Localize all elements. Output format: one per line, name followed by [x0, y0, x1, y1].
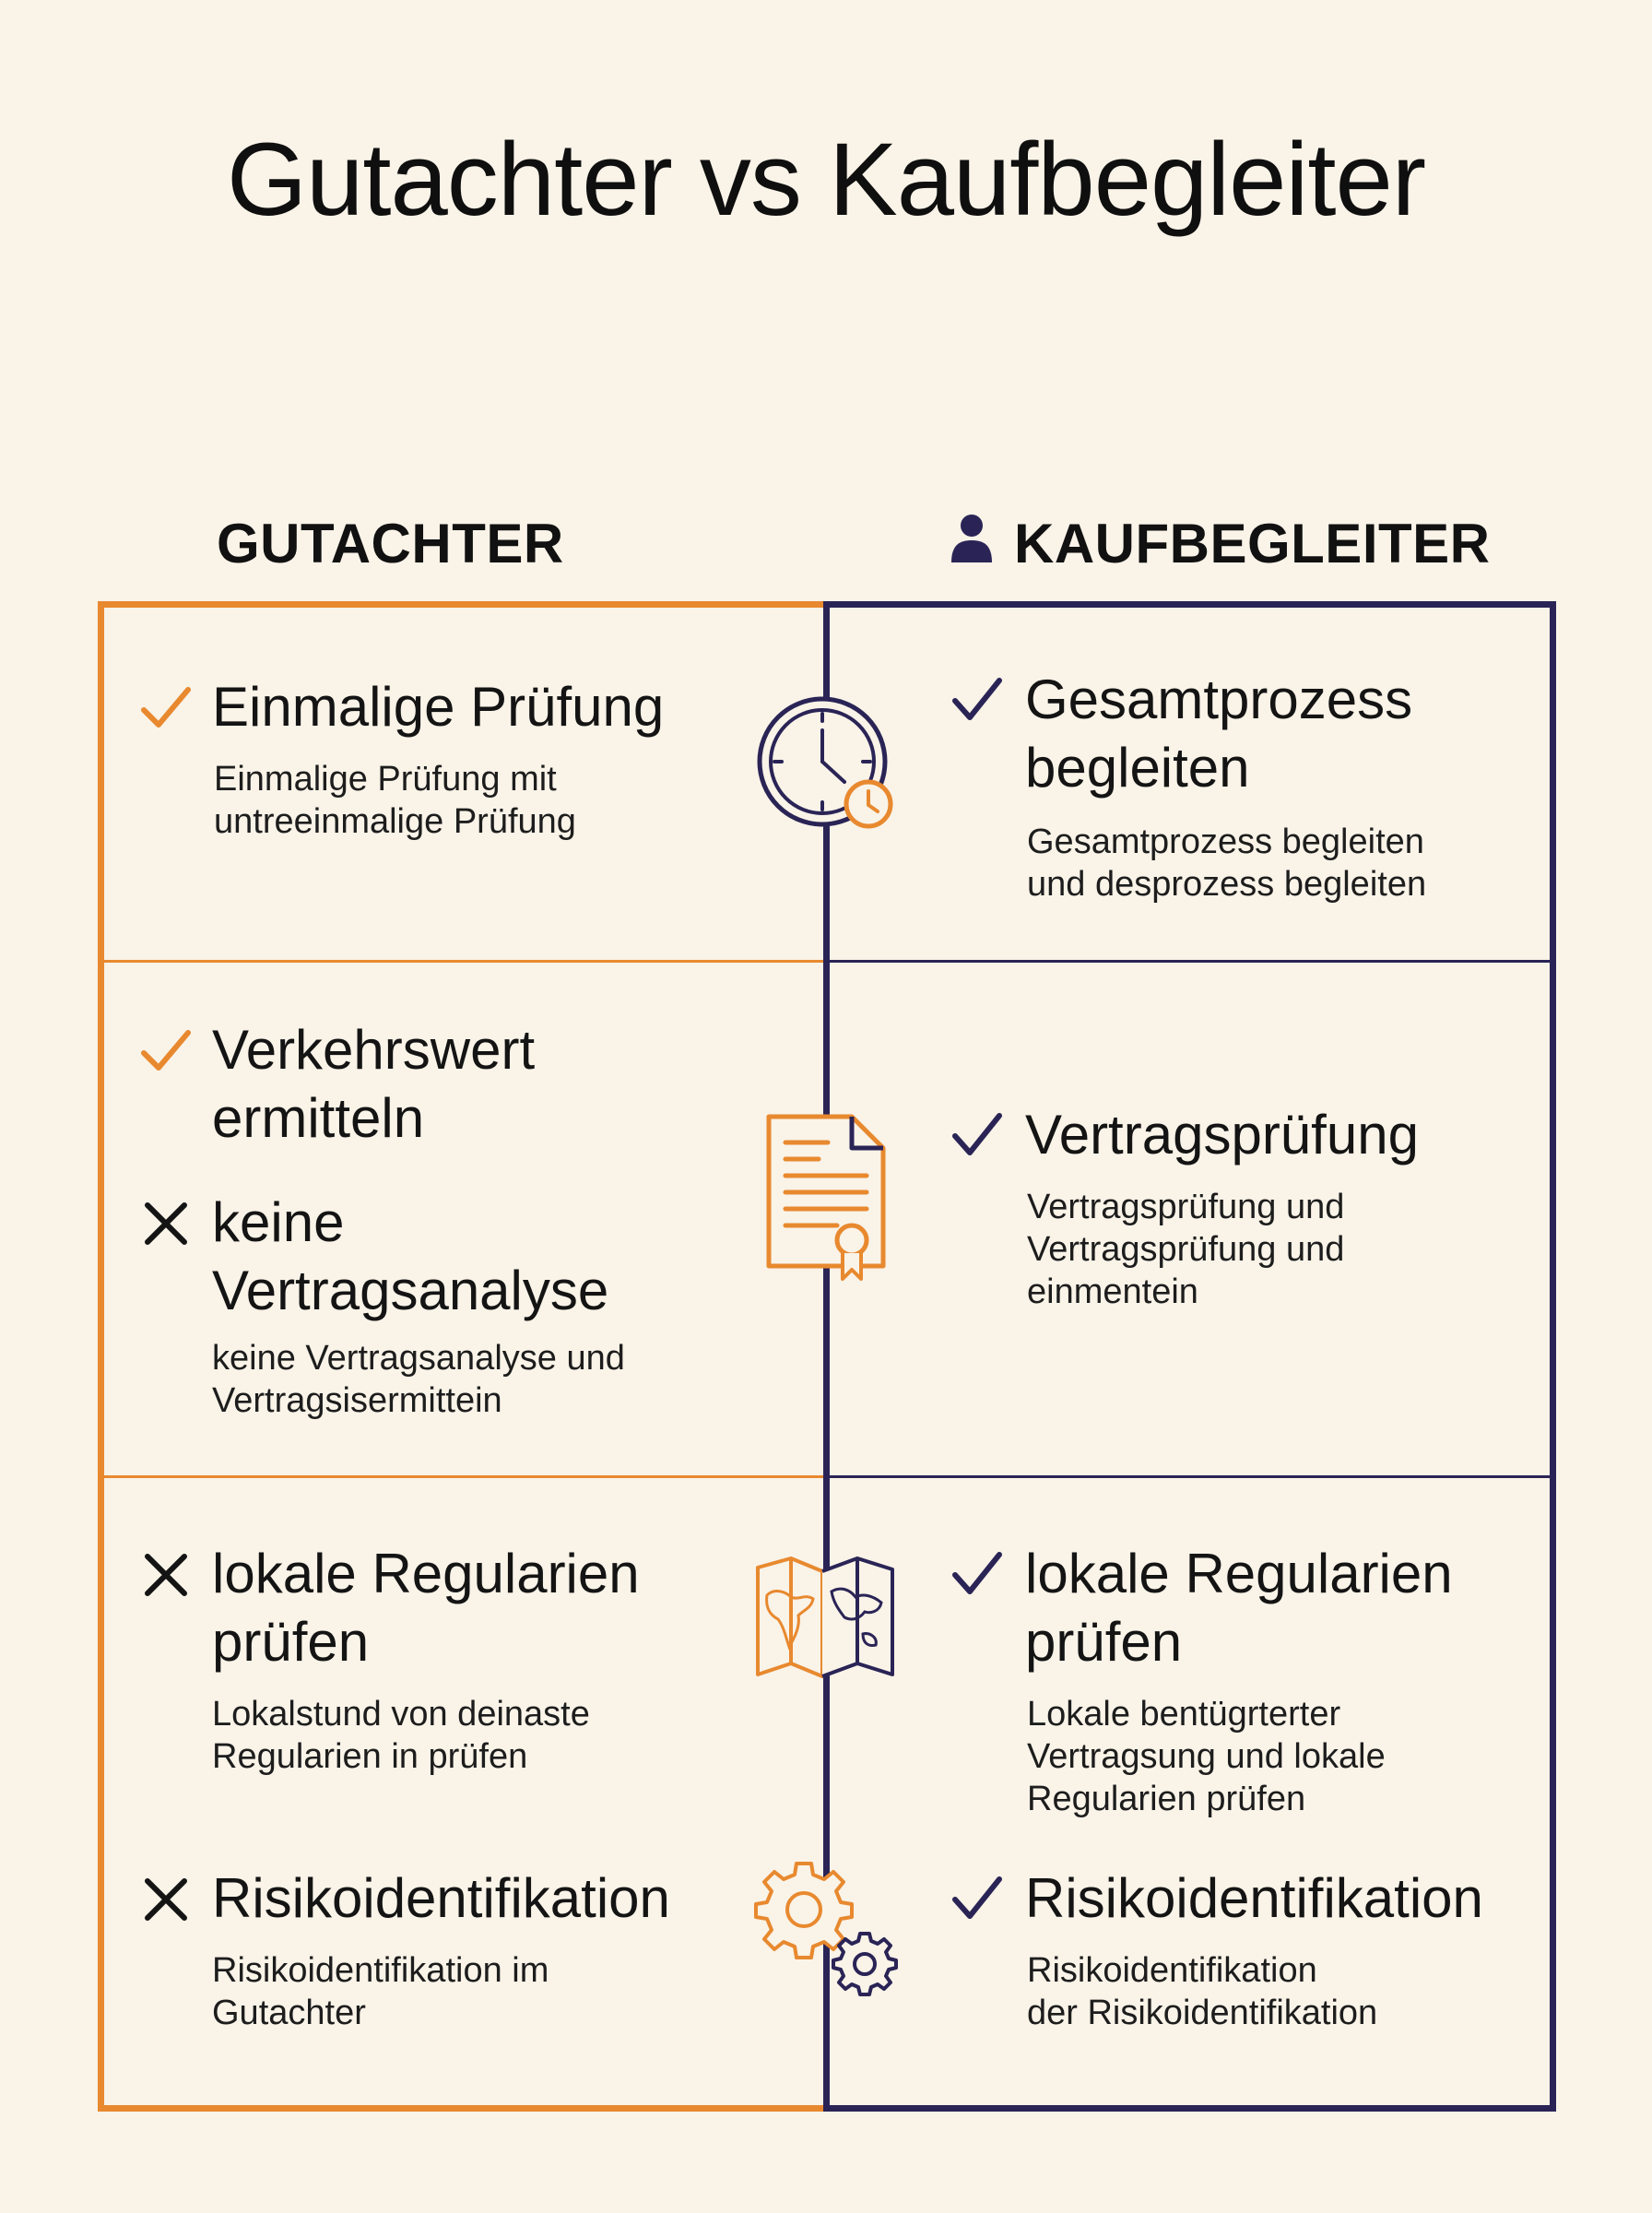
item-description: Vertragsprüfung und Vertragsprüfung und einmentein [1027, 1188, 1345, 1311]
cross-icon [138, 1547, 194, 1603]
check-icon [950, 1108, 1005, 1164]
cross-icon [138, 1872, 194, 1927]
check-icon [950, 673, 1005, 728]
item-heading: keine Vertragsanalyse [212, 1191, 609, 1321]
item-description: Risikoidentifikation der Risikoidentifikation [1027, 1951, 1378, 2032]
item-description: Lokale bentügrterter Vertragsung und lokale Regularien prüfen [1027, 1695, 1386, 1818]
check-icon [138, 680, 194, 736]
column-header-label: KAUFBEGLEITER [1014, 513, 1491, 574]
item-heading: Verkehrswert ermitteln [212, 1019, 536, 1149]
cross-icon [138, 1196, 194, 1251]
check-icon [950, 1547, 1005, 1603]
center-divider [824, 608, 827, 696]
item-heading: lokale Regularien prüfen [212, 1543, 640, 1673]
row-divider [104, 1475, 823, 1478]
map-icon [754, 1555, 898, 1684]
center-divider [824, 1692, 827, 1830]
column-header-kaufbegleiter [950, 512, 1491, 575]
item-description: keine Vertragsanalyse und Vertragsisermittein [212, 1339, 625, 1420]
row-divider [104, 960, 823, 963]
item-description: Einmalige Prüfung mit untreeinmalige Prüfung [214, 760, 576, 841]
item-heading: Einmalige Prüfung [212, 676, 665, 738]
item-description: Risikoidentifikation im Gutachter [212, 1951, 549, 2032]
item-heading: Gesamtprozess begleiten [1025, 669, 1413, 799]
item-description: Lokalstund von deinaste Regularien in prüfen [212, 1695, 590, 1776]
center-divider [824, 848, 827, 1088]
center-divider [824, 1282, 827, 1540]
check-icon [950, 1872, 1005, 1927]
check-icon [138, 1024, 194, 1079]
contract-document-icon [763, 1111, 892, 1286]
item-heading: Risikoidentifikation [1025, 1867, 1483, 1929]
row-divider [825, 960, 1550, 963]
row-divider [825, 1475, 1550, 1478]
gears-icon [754, 1858, 902, 1996]
page-title: Gutachter vs Kaufbegleiter [226, 122, 1426, 237]
column-header-gutachter: GUTACHTER [217, 513, 564, 574]
item-description: Gesamtprozess begleiten und desprozess begleiten [1027, 822, 1427, 904]
clock-icon [756, 693, 894, 832]
item-heading: Vertragsprüfung [1025, 1104, 1419, 1166]
item-heading: Risikoidentifikation [212, 1867, 670, 1929]
item-heading: lokale Regularien prüfen [1025, 1543, 1453, 1673]
person-icon [950, 512, 994, 575]
